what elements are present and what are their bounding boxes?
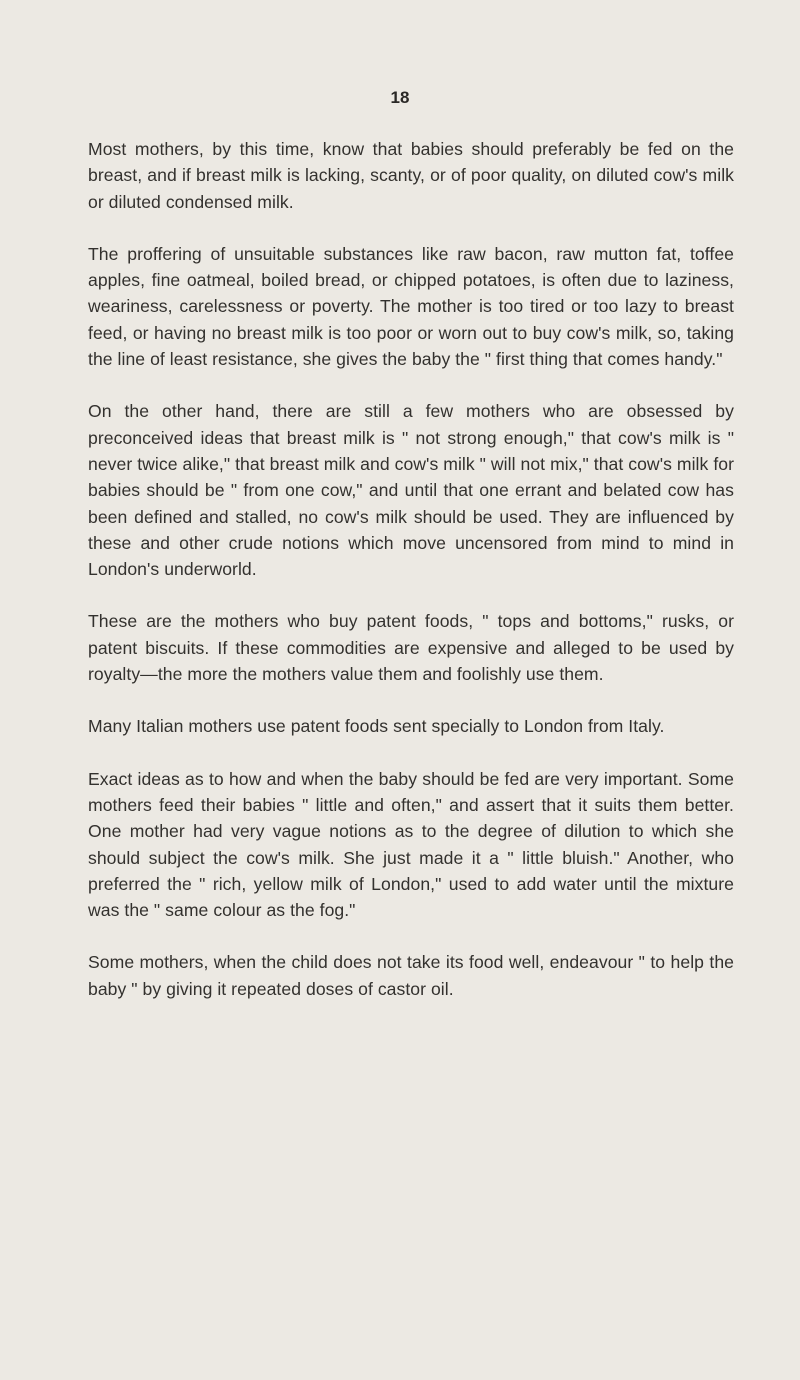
paragraph-exact-ideas: Exact ideas as to how and when the baby should be fed are very important. Some mothers feed their babies " little and often," and assert that it suits them better. One mother had very vague notions as to the degree of dilution to which she should subject the cow's milk. She just made it a " little bluish." Another, who preferred the " rich, yellow milk of London," used to add water until the mixture was the " same colour as the fog."	[88, 768, 734, 921]
paragraph-patent-foods: These are the mothers who buy patent foods, " tops and bottoms," rusks, or patent biscuits. If these commodities are expensive and alleged to be used by royalty—the more the mothers value them and foolishly use them.	[88, 611, 734, 685]
body-text	[88, 136, 734, 1028]
paragraph-preconceived-ideas: On the other hand, there are still a few mothers who are obsessed by preconceived ideas that breast milk is " not strong enough," that cow's milk is " never twice alike," that breast milk and cow's milk " will not mix," that cow's milk for babies should be " from one cow," and until that one errant and belated cow has been defined and stalled, no cow's milk should be used. They are influenced by these and other crude notions which move uncensored from mind to mind in London's underworld.	[88, 401, 734, 580]
paragraph-italian-mothers: Many Italian mothers use patent foods sent specially to London from Italy.	[88, 716, 665, 737]
paragraph-unsuitable-substances: The proffering of unsuitable substances like raw bacon, raw mutton fat, toffee apples, fine oatmeal, boiled bread, or chipped potatoes, is often due to laziness, weariness, carelessness or poverty. The mother is too tired or too lazy to breast feed, or having no breast milk is too poor or worn out to buy cow's milk, so, taking the line of least resistance, she gives the baby the " first thing that comes handy."	[88, 243, 734, 370]
page-number: 18	[390, 88, 410, 107]
paragraph-castor-oil: Some mothers, when the child does not take its food well, endeavour " to help the baby " by giving it repeated doses of castor oil.	[88, 952, 734, 999]
paragraph-feeding-preference: Most mothers, by this time, know that babies should preferably be fed on the breast, and if breast milk is lacking, scanty, or of poor quality, on diluted cow's milk or diluted condensed milk.	[88, 139, 734, 212]
